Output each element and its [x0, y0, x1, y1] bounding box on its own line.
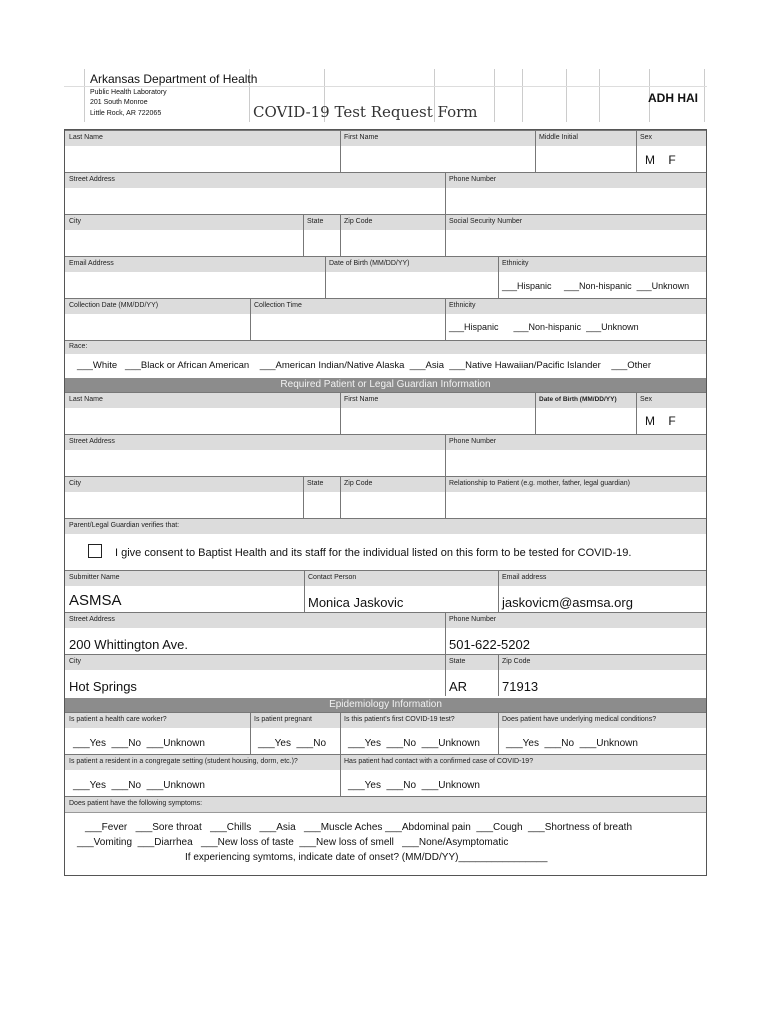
- a-confirmed-contact[interactable]: ___Yes ___No ___Unknown: [348, 780, 480, 791]
- consent-checkbox[interactable]: [88, 544, 102, 558]
- submitter-city-label-row: [65, 654, 706, 670]
- a-health-care-worker[interactable]: ___Yes ___No ___Unknown: [73, 738, 205, 749]
- form-title: COVID-19 Test Request Form: [253, 103, 478, 121]
- zip-label: Zip Code: [344, 218, 373, 225]
- guardian-phone-label: Phone Number: [449, 438, 497, 445]
- q-pregnant: Is patient pregnant: [254, 716, 312, 723]
- submitter-zip-value[interactable]: 71913: [502, 679, 539, 694]
- ethnicity-options[interactable]: ___Hispanic ___Non-hispanic ___Unknown: [502, 281, 690, 291]
- submitter-state-label: State: [449, 658, 466, 665]
- symptoms-line-2[interactable]: ___Vomiting ___Diarrhea ___New loss of taste ___New loss of smell ___None/Asymptomatic: [77, 837, 509, 848]
- email-address-value[interactable]: jaskovicm@asmsa.org: [502, 595, 633, 610]
- verifies-label: Parent/Legal Guardian verifies that:: [69, 522, 180, 529]
- q-confirmed-contact: Has patient had contact with a confirmed case of COVID-19?: [344, 758, 534, 765]
- patient-street-label-row: [65, 172, 706, 188]
- guardian-sex-label: Sex: [640, 396, 653, 403]
- guardian-zip-label: Zip Code: [344, 480, 373, 487]
- lab-name: Public Health Laboratory: [90, 89, 167, 96]
- phone-label: Phone Number: [449, 176, 497, 183]
- sex-label: Sex: [640, 134, 653, 141]
- guardian-city-label: City: [69, 480, 82, 487]
- patient-email-label-row: [65, 256, 706, 272]
- patient-city-label-row: [65, 214, 706, 230]
- race-label-row: [65, 340, 706, 354]
- email-label: Email Address: [69, 260, 114, 267]
- collection-date-label: Collection Date (MM/DD/YY): [69, 302, 159, 309]
- verifies-label-row: [65, 518, 706, 534]
- symptoms-label-row: [65, 796, 706, 812]
- city-label: City: [69, 218, 82, 225]
- ethnicity-2-label: Ethnicity: [449, 302, 476, 309]
- guardian-state-label: State: [307, 480, 324, 487]
- submitter-name-label: Submitter Name: [69, 574, 120, 581]
- guardian-street-label: Street Address: [69, 438, 115, 445]
- race-label: Race:: [69, 343, 88, 350]
- guardian-street-label-row: [65, 434, 706, 450]
- guardian-sex-options[interactable]: M F: [645, 414, 676, 428]
- epi-question-row-2: [65, 754, 706, 770]
- a-pregnant[interactable]: ___Yes ___No: [258, 738, 327, 749]
- org-name: Arkansas Department of Health: [90, 72, 258, 86]
- submitter-state-value[interactable]: AR: [449, 679, 468, 694]
- q-health-care-worker: Is patient a health care worker?: [69, 716, 167, 723]
- a-underlying-conditions[interactable]: ___Yes ___No ___Unknown: [506, 738, 638, 749]
- submitter-street-value[interactable]: 200 Whittington Ave.: [69, 637, 189, 652]
- dob-label: Date of Birth (MM/DD/YY): [329, 260, 410, 267]
- last-name-label: Last Name: [69, 134, 103, 141]
- submitter-phone-label: Phone Number: [449, 616, 497, 623]
- lab-address-2: Little Rock, AR 722065: [90, 110, 162, 117]
- q-symptoms: Does patient have the following symptoms:: [69, 800, 203, 807]
- consent-text: I give consent to Baptist Health and its staff for the individual listed on this form to be tested for COVID-19.: [115, 547, 632, 559]
- a-congregate-setting[interactable]: ___Yes ___No ___Unknown: [73, 780, 205, 791]
- guardian-banner: Required Patient or Legal Guardian Information: [65, 378, 706, 392]
- guardian-relationship-label: Relationship to Patient (e.g. mother, father, legal guardian): [449, 480, 630, 487]
- submitter-street-label-row: [65, 612, 706, 628]
- submitter-city-label: City: [69, 658, 82, 665]
- ssn-label: Social Security Number: [449, 218, 523, 225]
- submitter-street-label: Street Address: [69, 616, 115, 623]
- submitter-city-value[interactable]: Hot Springs: [69, 679, 137, 694]
- collection-time-label: Collection Time: [254, 302, 302, 309]
- symptoms-line-1[interactable]: ___Fever ___Sore throat ___Chills ___Asia ___Muscle Aches ___Abdominal pain ___Cough ___Shortness of breath: [85, 822, 633, 833]
- guardian-city-label-row: [65, 476, 706, 492]
- q-underlying-conditions: Does patient have underlying medical conditions?: [502, 716, 657, 723]
- ethnicity-2-options[interactable]: ___Hispanic ___Non-hispanic ___Unknown: [449, 322, 639, 332]
- guardian-first-name-label: First Name: [344, 396, 379, 403]
- form-code: ADH HAI: [648, 91, 698, 105]
- collection-label-row: [65, 298, 706, 314]
- patient-name-label-row: [65, 130, 706, 146]
- epi-question-row-1: [65, 712, 706, 728]
- submitter-phone-value[interactable]: 501-622-5202: [449, 637, 530, 652]
- a-first-test[interactable]: ___Yes ___No ___Unknown: [348, 738, 480, 749]
- guardian-dob-label: Date of Birth (MM/DD/YY): [539, 396, 617, 403]
- epi-banner: Epidemiology Information: [65, 698, 706, 712]
- guardian-last-name-label: Last Name: [69, 396, 103, 403]
- guardian-name-label-row: [65, 392, 706, 408]
- q-congregate-setting: Is patient a resident in a congregate setting (student housing, dorm, etc.)?: [69, 758, 298, 765]
- contact-person-label: Contact Person: [308, 574, 357, 581]
- submitter-label-row: [65, 570, 706, 586]
- lab-address-1: 201 South Monroe: [90, 99, 148, 106]
- request-form: [64, 129, 707, 876]
- contact-person-value[interactable]: Monica Jaskovic: [308, 595, 404, 610]
- middle-initial-label: Middle Initial: [539, 134, 578, 141]
- state-label: State: [307, 218, 324, 225]
- first-name-label: First Name: [344, 134, 379, 141]
- symptom-onset[interactable]: If experiencing symtoms, indicate date of onset? (MM/DD/YY)________________: [185, 852, 548, 863]
- submitter-zip-label: Zip Code: [502, 658, 531, 665]
- street-label: Street Address: [69, 176, 115, 183]
- submitter-name-value[interactable]: ASMSA: [69, 592, 122, 609]
- email-address-label: Email address: [502, 574, 547, 581]
- patient-sex-options[interactable]: M F: [645, 153, 676, 167]
- q-first-test: Is this patient's first COVID-19 test?: [344, 716, 455, 723]
- ethnicity-label: Ethnicity: [502, 260, 529, 267]
- race-options[interactable]: ___White ___Black or African American ___American Indian/Native Alaska ___Asia ___Native Hawaiian/Pacific Islander ___Other: [77, 360, 651, 371]
